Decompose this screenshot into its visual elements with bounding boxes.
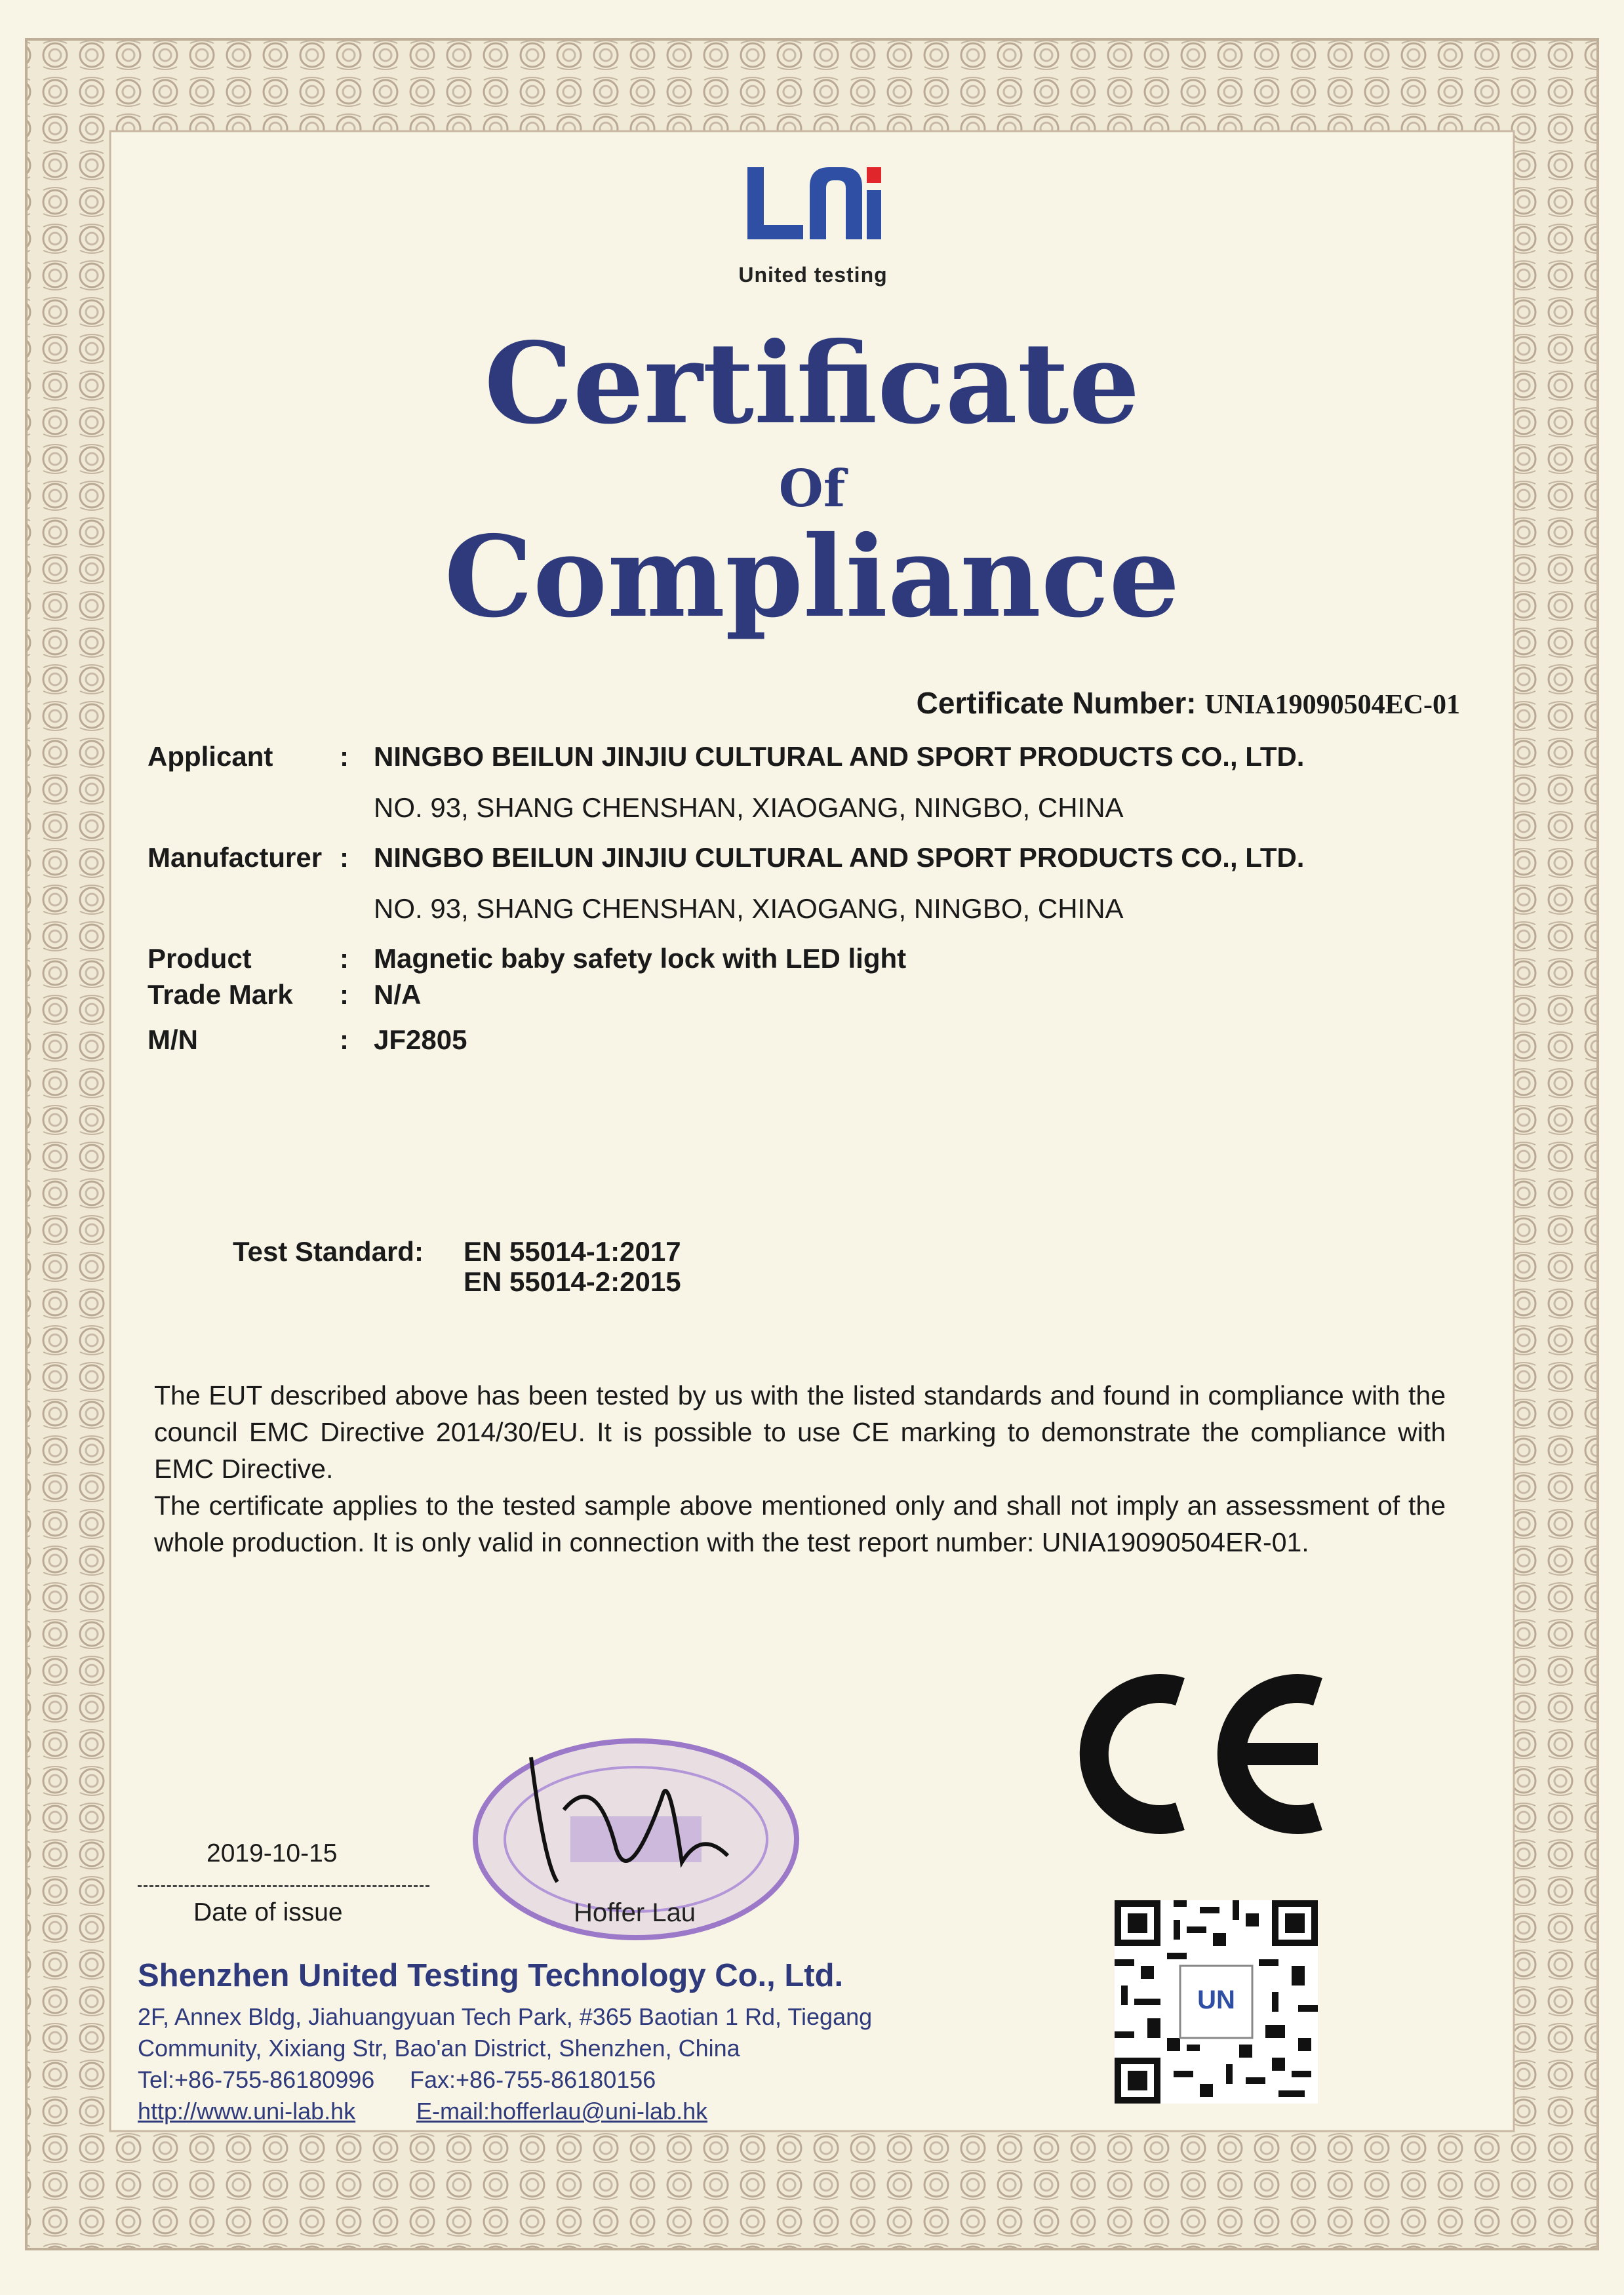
test-standard-value-1: EN 55014-1:2017 <box>464 1236 681 1267</box>
issuer-tel: Tel:+86-755-86180996 <box>138 2066 375 2093</box>
test-standard-value-2: EN 55014-2:2015 <box>464 1266 681 1297</box>
issuer-email-link[interactable]: E-mail:hofferlau@uni-lab.hk <box>416 2098 708 2125</box>
product-colon: : <box>340 943 349 974</box>
certificate-number-label: Certificate Number: <box>916 686 1197 720</box>
issuer-company-name: Shenzhen United Testing Technology Co., Ltd. <box>138 1958 844 1993</box>
trade-mark-colon: : <box>340 979 349 1010</box>
issuer-address-line-2: Community, Xixiang Str, Bao'an District, Shenzhen, China <box>138 2035 740 2062</box>
title-compliance: Compliance <box>444 511 1180 643</box>
title-of: Of <box>778 459 846 519</box>
applicant-name: NINGBO BEILUN JINJIU CULTURAL AND SPORT PRODUCTS CO., LTD. <box>374 741 1305 772</box>
issue-date-line <box>138 1885 429 1887</box>
united-testing-logo <box>682 157 944 287</box>
logo-brand-text: United testing <box>738 263 888 287</box>
applicant-colon: : <box>340 741 349 772</box>
issue-date: 2019-10-15 <box>207 1839 338 1867</box>
manufacturer-name: NINGBO BEILUN JINJIU CULTURAL AND SPORT PRODUCTS CO., LTD. <box>374 842 1305 873</box>
manufacturer-address: NO. 93, SHANG CHENSHAN, XIAOGANG, NINGBO, CHINA <box>374 893 1124 924</box>
manufacturer-colon: : <box>340 842 349 873</box>
issuer-address-line-1: 2F, Annex Bldg, Jiahuangyuan Tech Park, #365 Baotian 1 Rd, Tiegang <box>138 2003 873 2030</box>
compliance-statement-1: The EUT described above has been tested by us with the listed standards and found in compliance with the council EMC Directive 2014/30/EU. It is possible to use CE marking to demonstrate the compliance with EMC Directive. <box>154 1380 1446 1484</box>
model-value: JF2805 <box>374 1024 467 1055</box>
applicant-label: Applicant <box>148 741 273 772</box>
issue-date-label: Date of issue <box>193 1898 343 1926</box>
certificate-number-value: UNIA19090504EC-01 <box>1204 690 1460 720</box>
trade-mark-label: Trade Mark <box>148 979 293 1010</box>
qr-center-logo: UN <box>1197 1986 1235 2014</box>
model-label: M/N <box>148 1024 198 1055</box>
signatory-name: Hoffer Lau <box>574 1898 696 1927</box>
uni-logo-icon <box>715 157 911 256</box>
issuer-fax: Fax:+86-755-86180156 <box>410 2066 656 2093</box>
product-value: Magnetic baby safety lock with LED light <box>374 943 907 974</box>
trade-mark-value: N/A <box>374 979 422 1010</box>
qr-code-icon <box>1115 1900 1318 2104</box>
applicant-address: NO. 93, SHANG CHENSHAN, XIAOGANG, NINGBO, CHINA <box>374 792 1124 823</box>
certificate-number <box>917 685 1460 721</box>
manufacturer-label: Manufacturer <box>148 842 323 873</box>
compliance-statement-2: The certificate applies to the tested sample above mentioned only and shall not imply an assessment of the whole production. It is only valid in connection with the test report number: UNIA19090504ER-01. <box>154 1490 1446 1557</box>
model-colon: : <box>340 1024 349 1055</box>
test-standard-label: Test Standard: <box>233 1236 424 1267</box>
ce-mark-icon <box>1075 1666 1331 1843</box>
title-certificate: Certificate <box>484 318 1140 449</box>
issuer-website-link[interactable]: http://www.uni-lab.hk <box>138 2098 356 2125</box>
product-label: Product <box>148 943 252 974</box>
